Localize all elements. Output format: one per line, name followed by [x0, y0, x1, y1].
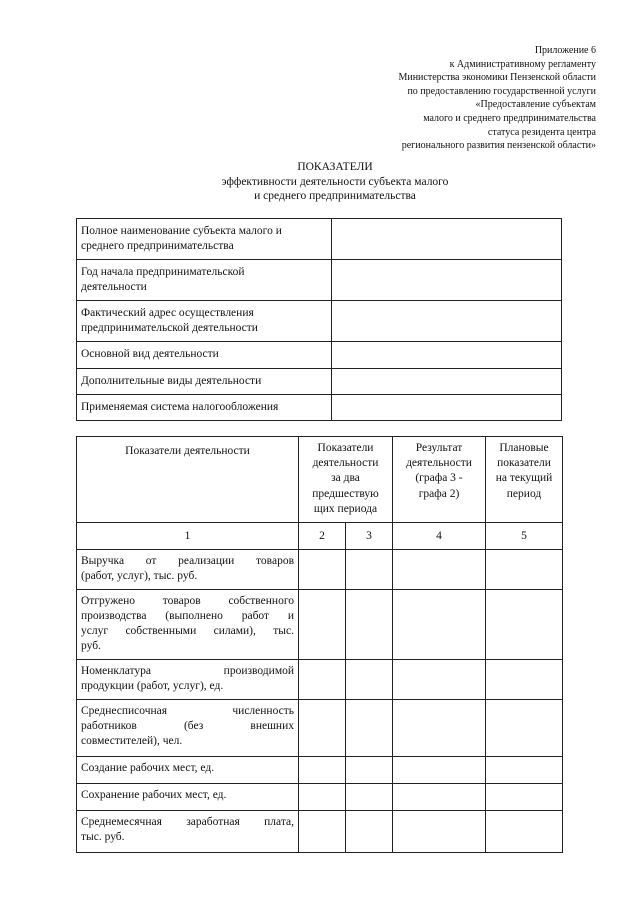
value-cell[interactable]: [299, 784, 346, 811]
info-label: Дополнительные виды деятельности: [77, 369, 332, 395]
appendix-line: Приложение 6: [534, 45, 596, 56]
appendix-line: Министерства экономики Пензенской области: [398, 72, 596, 84]
value-cell[interactable]: [393, 757, 486, 784]
value-cell[interactable]: [486, 660, 563, 700]
indicator-label: Отгружено товаров собственного производства (выполнено работ и услуг собственными силами), тыс. руб.: [77, 590, 299, 660]
value-cell[interactable]: [299, 550, 346, 590]
indicator-row: [77, 757, 563, 784]
info-row: [77, 395, 562, 421]
appendix-line: к Административному регламенту: [449, 58, 596, 70]
info-label: Основной вид деятельности: [77, 342, 332, 369]
value-cell[interactable]: [346, 590, 393, 660]
title-line: эффективности деятельности субъекта малого: [221, 175, 449, 188]
value-cell[interactable]: [393, 811, 486, 853]
title-line: ПОКАЗАТЕЛИ: [297, 161, 373, 173]
appendix-line: регионального развития пензенской области»: [401, 140, 596, 152]
appendix-line: малого и среднего предпринимательства: [423, 112, 596, 124]
indicator-row: [77, 700, 563, 757]
value-cell[interactable]: [393, 550, 486, 590]
info-value-field[interactable]: [332, 301, 562, 342]
value-cell[interactable]: [486, 550, 563, 590]
subject-info-table: [76, 218, 562, 421]
header-previous-periods: Показатели деятельности за два предшествую щих периода: [299, 437, 393, 523]
value-cell[interactable]: [299, 590, 346, 660]
info-label: Фактический адрес осуществления предпринимательской деятельности: [77, 301, 332, 342]
value-cell[interactable]: [299, 757, 346, 784]
value-cell[interactable]: [299, 811, 346, 853]
value-cell[interactable]: [346, 660, 393, 700]
value-cell[interactable]: [393, 784, 486, 811]
value-cell[interactable]: [299, 660, 346, 700]
indicator-row: [77, 660, 563, 700]
column-numbers-row: [77, 523, 563, 550]
column-number: 2: [299, 523, 346, 550]
appendix-line: по предоставлению государственной услуги: [407, 85, 596, 97]
title-line: и среднего предпринимательства: [254, 190, 416, 202]
header-row: [77, 437, 563, 523]
indicator-label: Среднесписочная численность работников (без внешних совместителей), чел.: [77, 700, 299, 757]
indicator-label: Номенклатура производимой продукции (работ, услуг), ед.: [77, 660, 299, 700]
value-cell[interactable]: [486, 757, 563, 784]
info-value-field[interactable]: [332, 219, 562, 260]
info-value-field[interactable]: [332, 395, 562, 421]
info-value-field[interactable]: [332, 369, 562, 395]
appendix-note: [296, 44, 596, 153]
value-cell[interactable]: [346, 550, 393, 590]
indicator-row: [77, 590, 563, 660]
indicator-row: [77, 811, 563, 853]
header-result: Результат деятельности (графа 3 - графа 2): [393, 437, 486, 523]
value-cell[interactable]: [393, 660, 486, 700]
info-row: [77, 301, 562, 342]
document-title: [0, 160, 640, 204]
info-label: Полное наименование субъекта малого и среднего предпринимательства: [77, 219, 332, 260]
value-cell[interactable]: [346, 757, 393, 784]
indicator-label: Создание рабочих мест, ед.: [77, 757, 299, 784]
column-number: 4: [393, 523, 486, 550]
value-cell[interactable]: [486, 590, 563, 660]
value-cell[interactable]: [299, 700, 346, 757]
info-value-field[interactable]: [332, 342, 562, 369]
column-number: 5: [486, 523, 563, 550]
indicator-label: Среднемесячная заработная плата, тыс. руб.: [77, 811, 299, 853]
value-cell[interactable]: [486, 700, 563, 757]
info-label: Применяемая система налогообложения: [77, 395, 332, 421]
info-row: [77, 342, 562, 369]
value-cell[interactable]: [346, 784, 393, 811]
value-cell[interactable]: [393, 590, 486, 660]
indicator-row: [77, 784, 563, 811]
info-row: [77, 219, 562, 260]
column-number: 3: [346, 523, 393, 550]
value-cell[interactable]: [486, 784, 563, 811]
indicators-table: [76, 436, 563, 853]
info-row: [77, 260, 562, 301]
value-cell[interactable]: [393, 700, 486, 757]
value-cell[interactable]: [346, 700, 393, 757]
column-number: 1: [77, 523, 299, 550]
info-value-field[interactable]: [332, 260, 562, 301]
indicator-label: Выручка от реализации товаров (работ, услуг), тыс. руб.: [77, 550, 299, 590]
value-cell[interactable]: [346, 811, 393, 853]
appendix-line: «Предоставление субъектам: [475, 99, 596, 111]
indicator-row: [77, 550, 563, 590]
header-indicators: Показатели деятельности: [77, 437, 299, 523]
info-label: Год начала предпринимательской деятельности: [77, 260, 332, 301]
value-cell[interactable]: [486, 811, 563, 853]
indicator-label: Сохранение рабочих мест, ед.: [77, 784, 299, 811]
header-planned: Плановые показатели на текущий период: [486, 437, 563, 523]
appendix-line: статуса резидента центра: [487, 126, 596, 138]
info-row: [77, 369, 562, 395]
